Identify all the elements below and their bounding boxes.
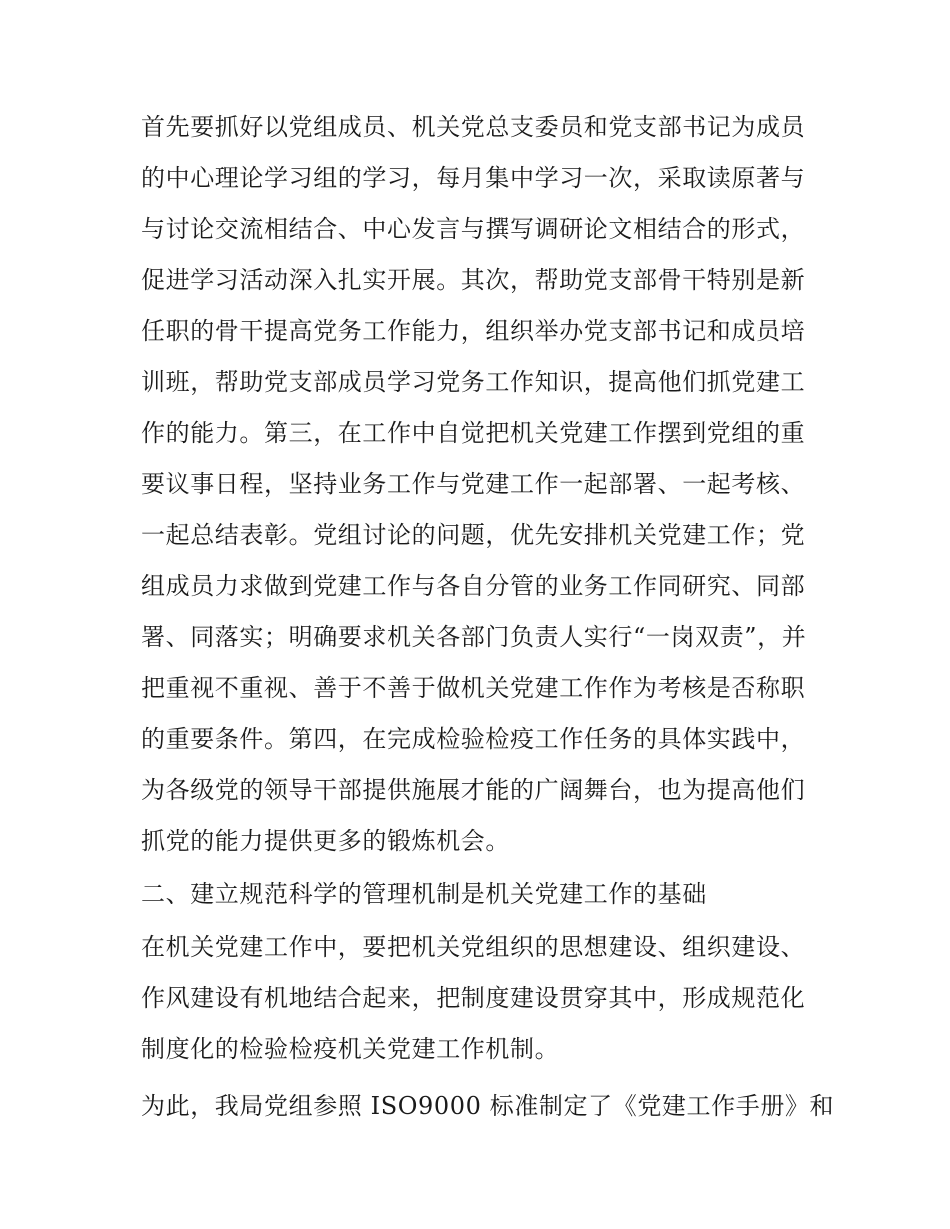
text-line: 训班，帮助党支部成员学习党务工作知识，提高他们抓党建工 — [141, 368, 806, 396]
paragraph-party-building-measures — [141, 102, 821, 867]
text-line: 促进学习活动深入扎实开展。其次，帮助党支部骨干特别是新 — [141, 266, 806, 294]
text-line: 抓党的能力提供更多的锻炼机会。 — [141, 827, 510, 855]
text-line: 的中心理论学习组的学习，每月集中学习一次，采取读原著与 — [141, 164, 806, 192]
text-line: 首先要抓好以党组成员、机关党总支委员和党支部书记为成员 — [141, 113, 806, 141]
text-line: 要议事日程，坚持业务工作与党建工作一起部署、一起考核、 — [141, 470, 806, 498]
document-body — [141, 102, 835, 1132]
section-heading: 二、建立规范科学的管理机制是机关党建工作的基础 — [141, 880, 707, 908]
text-line: 的重要条件。第四，在完成检验检疫工作任务的具体实践中， — [141, 725, 806, 753]
text-line: 作的能力。第三，在工作中自觉把机关党建工作摆到党组的重 — [141, 419, 806, 447]
text-line: 为各级党的领导干部提供施展才能的广阔舞台，也为提高他们 — [141, 776, 806, 804]
text-line: 为此，我局党组参照 ISO9000 标准制定了《党建工作手册》和 — [141, 1092, 835, 1120]
text-line: 把重视不重视、善于不善于做机关党建工作作为考核是否称职 — [141, 674, 806, 702]
paragraph-iso-manual — [141, 1081, 835, 1132]
text-line: 任职的骨干提高党务工作能力，组织举办党支部书记和成员培 — [141, 317, 806, 345]
text-line: 组成员力求做到党建工作与各自分管的业务工作同研究、同部 — [141, 572, 806, 600]
text-line: 制度化的检验检疫机关党建工作机制。 — [141, 1035, 560, 1063]
text-line: 一起总结表彰。党组讨论的问题，优先安排机关党建工作；党 — [141, 521, 806, 549]
text-line: 署、同落实；明确要求机关各部门负责人实行“一岗双责”，并 — [141, 623, 807, 651]
text-line: 与讨论交流相结合、中心发言与撰写调研论文相结合的形式， — [141, 215, 806, 243]
text-line: 作风建设有机地结合起来，把制度建设贯穿其中，形成规范化 — [141, 984, 806, 1012]
text-line: 在机关党建工作中，要把机关党组织的思想建设、组织建设、 — [141, 933, 806, 961]
paragraph-management-mechanism — [141, 922, 821, 1075]
